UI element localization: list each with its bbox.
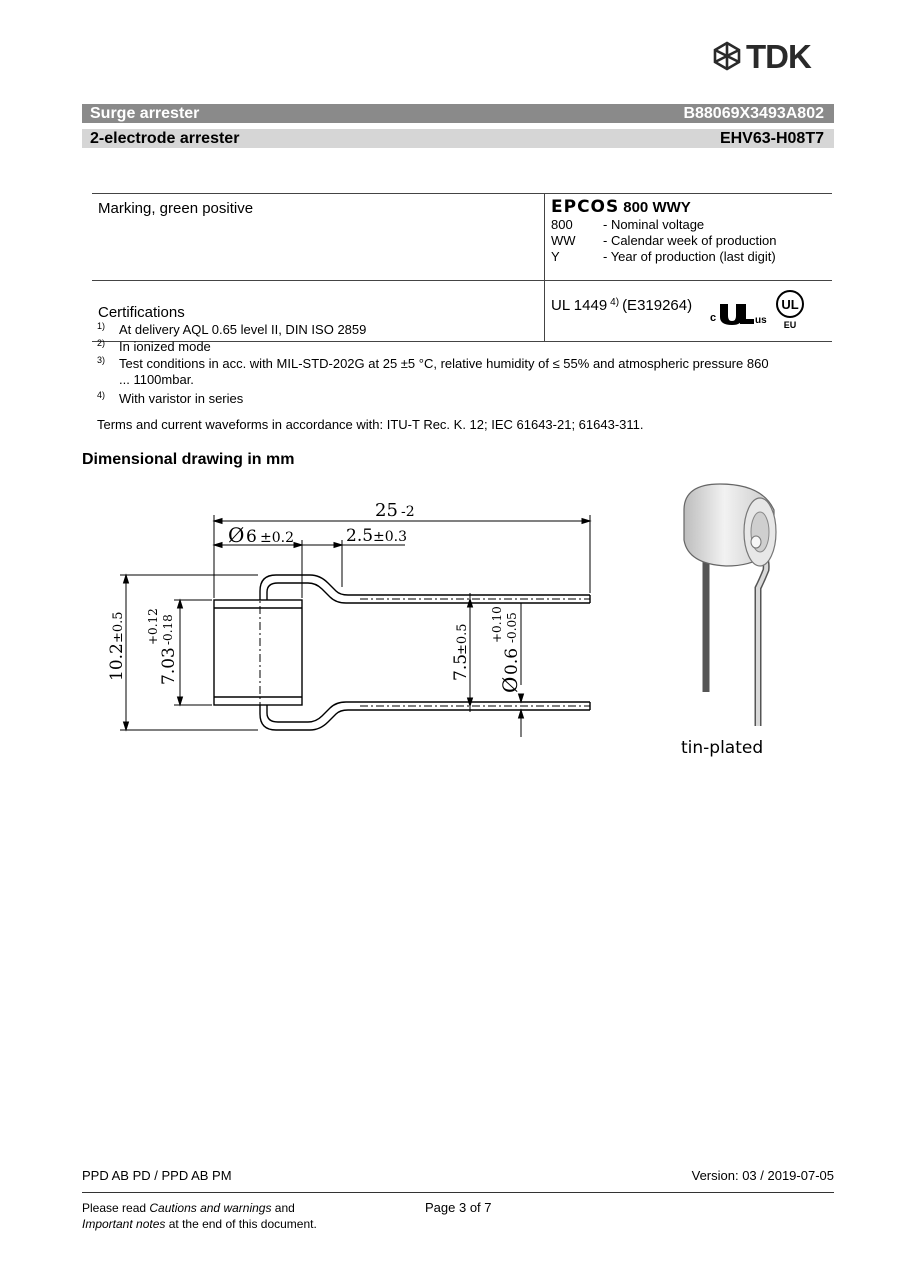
photo-caption: tin-plated xyxy=(681,738,764,758)
epcos-brand: EPCOS xyxy=(551,197,620,217)
product-type: Surge arrester xyxy=(90,104,200,122)
dim-diameter-symbol: Ø xyxy=(228,523,245,547)
dim-height-tol: ±0.5 xyxy=(111,611,126,643)
dim-diameter-tol: ±0.2 xyxy=(260,530,294,546)
dim-wire-value: 0.6 xyxy=(502,647,522,675)
cautions-link: Cautions and warnings xyxy=(149,1201,272,1215)
tdk-emblem-icon xyxy=(712,41,742,71)
type-code: EHV63-H08T7 xyxy=(719,129,824,147)
footer-department: PPD AB PD / PPD AB PM xyxy=(82,1168,232,1183)
tdk-logo-text: TDK xyxy=(746,37,811,75)
marking-label: Marking, green positive xyxy=(98,200,254,217)
page-number: Page 3 of 7 xyxy=(425,1200,492,1215)
order-code: B88069X3493A802 xyxy=(683,104,824,122)
footnote: 3) Test conditions in acc. with MIL-STD-202G at 25 ±5 °C, relative humidity of ≤ 55% and atmospheric pressure 860 ... 1100mbar. xyxy=(97,355,769,387)
terms-text: Terms and current waveforms in accordance with: ITU-T Rec. K. 12; IEC 61643-21; 61643-311. xyxy=(97,417,644,432)
marking-legend-row: Y - Year of production (last digit) xyxy=(551,249,776,264)
footnote: 1) At delivery AQL 0.65 level II, DIN ISO 2859 xyxy=(97,321,367,337)
ul-eu-ul: UL xyxy=(781,297,799,312)
footer-version: Version: 03 / 2019-07-05 xyxy=(691,1168,834,1183)
dim-pitch-value: 7.5 xyxy=(451,653,471,681)
footnotes xyxy=(97,322,817,432)
footnote-ref: 4) xyxy=(610,297,620,308)
dimensional-drawing-title: Dimensional drawing in mm xyxy=(82,451,295,468)
footer-divider xyxy=(82,1192,834,1193)
footer-top xyxy=(82,1168,834,1183)
footnote: 2) In ionized mode xyxy=(97,338,211,354)
marking-code: 800 WWY xyxy=(623,199,691,216)
dimensional-drawing xyxy=(100,495,620,755)
dim-leadgap-value: 2.5 xyxy=(346,526,374,546)
tdk-logo xyxy=(712,37,836,75)
ul-eu-eu: EU xyxy=(783,320,797,329)
dim-wire-tol-minus: -0.05 xyxy=(505,612,519,643)
certifications-label: Certifications xyxy=(98,304,185,321)
spec-table xyxy=(92,193,832,342)
header-bar-primary xyxy=(82,104,834,123)
marking-row xyxy=(92,194,832,281)
dim-body-tol-minus: -0.18 xyxy=(161,614,175,645)
dim-length-value: 25 xyxy=(375,500,398,521)
dim-body-value: 7.03 xyxy=(159,647,179,685)
dim-body-tol-plus: +0.12 xyxy=(146,608,160,645)
dim-height-value: 10.2 xyxy=(107,643,127,681)
dim-leadgap-tol: ±0.3 xyxy=(373,529,407,545)
dim-diameter-value: 6 xyxy=(246,527,257,547)
footnote: 4) With varistor in series xyxy=(97,390,244,406)
dim-wire-symbol: Ø xyxy=(498,676,522,693)
ul-file: (E319264) xyxy=(622,297,693,314)
cru-us-c: c xyxy=(710,312,717,324)
dim-pitch-tol: ±0.5 xyxy=(455,623,470,655)
footer-note: Please read Cautions and warnings and Important notes at the end of this document. xyxy=(82,1201,317,1231)
footer-bottom xyxy=(82,1200,834,1232)
marking-legend-row: WW - Calendar week of production xyxy=(551,233,777,248)
marking-legend-row: 800 - Nominal voltage xyxy=(551,217,705,232)
dim-wire-tol-plus: +0.10 xyxy=(490,606,504,643)
cru-us-us: us xyxy=(755,315,767,325)
ul-standard: UL 1449 xyxy=(551,297,608,314)
important-notes-link: Important notes xyxy=(82,1217,166,1231)
product-subtype: 2-electrode arrester xyxy=(90,129,240,147)
product-illustration xyxy=(670,470,790,732)
header-bar-secondary xyxy=(82,129,834,148)
dim-length-tol: -2 xyxy=(401,504,415,520)
